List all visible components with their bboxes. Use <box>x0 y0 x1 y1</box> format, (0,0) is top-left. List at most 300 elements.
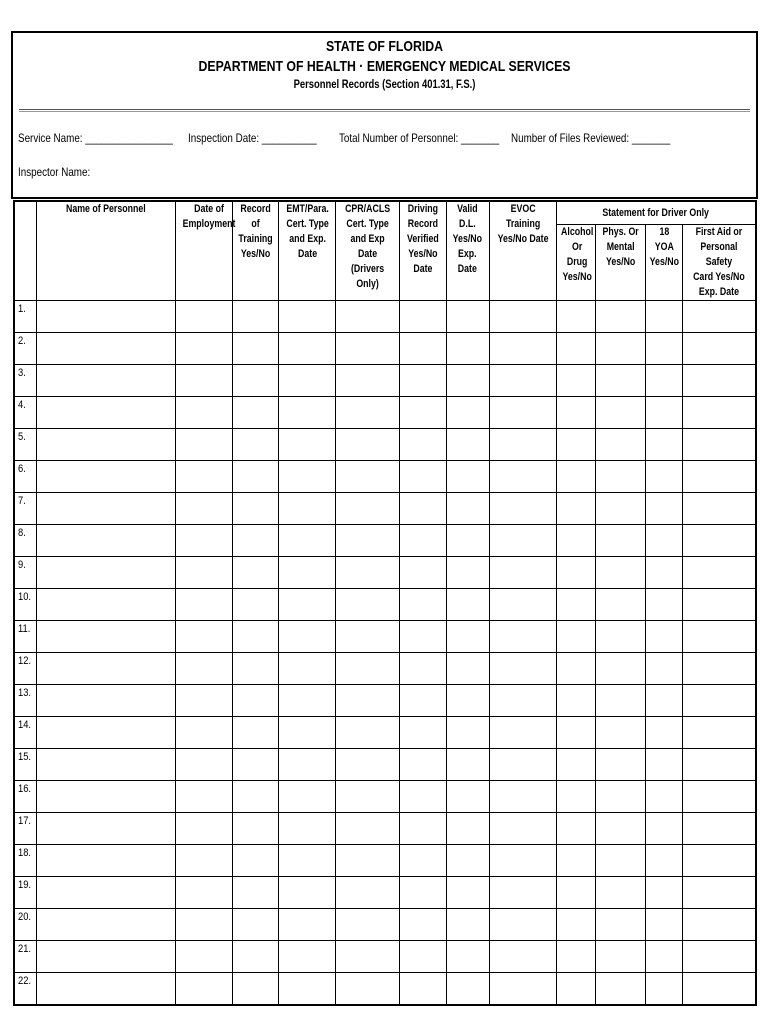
table-cell[interactable] <box>400 429 446 461</box>
table-cell[interactable] <box>556 717 595 749</box>
table-cell[interactable] <box>556 493 595 525</box>
table-cell[interactable] <box>646 557 683 589</box>
table-cell[interactable] <box>595 397 645 429</box>
table-cell[interactable] <box>446 749 489 781</box>
table-cell[interactable] <box>595 493 645 525</box>
table-cell[interactable] <box>279 461 336 493</box>
table-cell[interactable] <box>336 717 400 749</box>
table-cell[interactable] <box>233 813 279 845</box>
table-row <box>14 397 756 429</box>
table-cell[interactable] <box>400 365 446 397</box>
table-cell[interactable] <box>646 429 683 461</box>
table-cell[interactable] <box>233 845 279 877</box>
table-cell[interactable] <box>646 493 683 525</box>
table-cell[interactable] <box>646 717 683 749</box>
table-cell[interactable] <box>446 461 489 493</box>
table-cell[interactable] <box>36 653 175 685</box>
table-cell[interactable] <box>36 621 175 653</box>
table-cell[interactable] <box>336 461 400 493</box>
table-row <box>14 781 756 813</box>
table-cell[interactable] <box>336 781 400 813</box>
table-cell[interactable] <box>279 397 336 429</box>
table-cell[interactable] <box>233 621 279 653</box>
table-cell[interactable] <box>556 397 595 429</box>
table-cell[interactable] <box>233 365 279 397</box>
table-cell[interactable] <box>400 557 446 589</box>
table-cell[interactable] <box>233 877 279 909</box>
table-cell[interactable] <box>556 301 595 333</box>
table-cell[interactable] <box>556 973 595 1006</box>
table-cell[interactable] <box>233 301 279 333</box>
table-cell[interactable] <box>683 749 756 781</box>
table-cell[interactable] <box>683 301 756 333</box>
table-cell[interactable] <box>175 301 232 333</box>
table-cell[interactable] <box>556 941 595 973</box>
table-cell[interactable] <box>489 717 556 749</box>
col-cpr: CPR/ACLS Cert. Type and Exp Date (Drivers Only) <box>336 201 400 301</box>
inspector-name-field[interactable]: Inspector Name: <box>18 165 91 179</box>
table-cell[interactable] <box>683 621 756 653</box>
table-cell[interactable] <box>683 909 756 941</box>
table-cell[interactable] <box>175 333 232 365</box>
table-cell[interactable] <box>646 909 683 941</box>
table-cell[interactable] <box>446 621 489 653</box>
table-cell[interactable] <box>233 493 279 525</box>
table-cell[interactable] <box>646 525 683 557</box>
table-cell[interactable] <box>279 525 336 557</box>
table-cell[interactable] <box>400 493 446 525</box>
table-cell[interactable] <box>279 685 336 717</box>
table-cell[interactable] <box>279 301 336 333</box>
table-cell[interactable] <box>400 685 446 717</box>
table-cell[interactable] <box>489 557 556 589</box>
table-cell[interactable] <box>233 717 279 749</box>
table-cell[interactable] <box>400 333 446 365</box>
table-cell[interactable] <box>336 621 400 653</box>
table-cell[interactable] <box>279 813 336 845</box>
table-cell[interactable] <box>556 653 595 685</box>
table-cell[interactable] <box>683 333 756 365</box>
table-cell[interactable] <box>683 717 756 749</box>
table-cell[interactable] <box>233 685 279 717</box>
table-cell[interactable] <box>233 557 279 589</box>
table-cell[interactable] <box>36 461 175 493</box>
table-cell[interactable] <box>175 557 232 589</box>
table-cell[interactable] <box>36 877 175 909</box>
table-cell[interactable] <box>446 589 489 621</box>
title-form: Personnel Records (Section 401.31, F.S.) <box>293 79 476 91</box>
table-cell[interactable] <box>556 813 595 845</box>
table-cell[interactable] <box>175 941 232 973</box>
table-cell[interactable] <box>233 781 279 813</box>
col-name: Name of Personnel <box>36 201 175 301</box>
table-cell[interactable] <box>595 973 645 1006</box>
table-cell[interactable] <box>446 685 489 717</box>
table-cell[interactable] <box>336 333 400 365</box>
table-cell[interactable] <box>446 397 489 429</box>
table-cell[interactable] <box>175 845 232 877</box>
table-cell[interactable] <box>400 653 446 685</box>
table-cell[interactable] <box>279 589 336 621</box>
table-cell[interactable] <box>646 813 683 845</box>
table-cell[interactable] <box>595 909 645 941</box>
table-cell[interactable] <box>400 301 446 333</box>
table-cell[interactable] <box>446 333 489 365</box>
row-number: 5. <box>14 429 36 461</box>
table-cell[interactable] <box>683 365 756 397</box>
table-cell[interactable] <box>595 621 645 653</box>
table-cell[interactable] <box>36 301 175 333</box>
table-cell[interactable] <box>446 493 489 525</box>
table-cell[interactable] <box>36 365 175 397</box>
table-cell[interactable] <box>175 749 232 781</box>
table-cell[interactable] <box>336 749 400 781</box>
row-number: 15. <box>14 749 36 781</box>
table-cell[interactable] <box>446 717 489 749</box>
table-cell[interactable] <box>400 813 446 845</box>
table-cell[interactable] <box>36 973 175 1006</box>
table-cell[interactable] <box>175 525 232 557</box>
table-cell[interactable] <box>556 749 595 781</box>
table-cell[interactable] <box>683 941 756 973</box>
table-cell[interactable] <box>336 909 400 941</box>
table-cell[interactable] <box>336 525 400 557</box>
row-number: 22. <box>14 973 36 1006</box>
table-cell[interactable] <box>36 429 175 461</box>
table-cell[interactable] <box>556 333 595 365</box>
table-cell[interactable] <box>556 781 595 813</box>
table-cell[interactable] <box>595 365 645 397</box>
row-number: 20. <box>14 909 36 941</box>
table-cell[interactable] <box>595 301 645 333</box>
table-cell[interactable] <box>175 621 232 653</box>
table-cell[interactable] <box>175 717 232 749</box>
table-cell[interactable] <box>646 301 683 333</box>
table-cell[interactable] <box>646 845 683 877</box>
table-cell[interactable] <box>36 749 175 781</box>
table-cell[interactable] <box>336 557 400 589</box>
table-cell[interactable] <box>683 685 756 717</box>
table-cell[interactable] <box>683 429 756 461</box>
table-cell[interactable] <box>400 621 446 653</box>
table-cell[interactable] <box>489 301 556 333</box>
table-cell[interactable] <box>489 525 556 557</box>
table-cell[interactable] <box>279 909 336 941</box>
table-cell[interactable] <box>556 589 595 621</box>
table-cell[interactable] <box>683 845 756 877</box>
table-cell[interactable] <box>556 365 595 397</box>
table-row <box>14 429 756 461</box>
table-cell[interactable] <box>36 685 175 717</box>
table-cell[interactable] <box>489 749 556 781</box>
table-cell[interactable] <box>279 973 336 1006</box>
table-cell[interactable] <box>36 909 175 941</box>
table-cell[interactable] <box>279 845 336 877</box>
table-cell[interactable] <box>175 877 232 909</box>
table-cell[interactable] <box>446 813 489 845</box>
table-cell[interactable] <box>233 397 279 429</box>
table-cell[interactable] <box>233 653 279 685</box>
table-cell[interactable] <box>646 461 683 493</box>
table-cell[interactable] <box>336 685 400 717</box>
table-cell[interactable] <box>279 621 336 653</box>
table-cell[interactable] <box>646 973 683 1006</box>
table-cell[interactable] <box>683 781 756 813</box>
table-cell[interactable] <box>683 589 756 621</box>
table-cell[interactable] <box>336 589 400 621</box>
table-cell[interactable] <box>489 813 556 845</box>
table-cell[interactable] <box>36 717 175 749</box>
table-cell[interactable] <box>336 429 400 461</box>
table-cell[interactable] <box>489 973 556 1006</box>
table-cell[interactable] <box>489 397 556 429</box>
table-cell[interactable] <box>446 845 489 877</box>
row-number: 10. <box>14 589 36 621</box>
table-cell[interactable] <box>446 301 489 333</box>
col-driving: Driving Record Verified Yes/No Date <box>400 201 446 301</box>
table-cell[interactable] <box>489 909 556 941</box>
table-cell[interactable] <box>595 461 645 493</box>
col-phys: Phys. Or Mental Yes/No <box>595 225 645 301</box>
table-cell[interactable] <box>595 557 645 589</box>
table-cell[interactable] <box>279 365 336 397</box>
table-cell[interactable] <box>646 941 683 973</box>
row-number: 21. <box>14 941 36 973</box>
col-emt: EMT/Para. Cert. Type and Exp. Date <box>279 201 336 301</box>
table-cell[interactable] <box>646 781 683 813</box>
table-cell[interactable] <box>233 333 279 365</box>
table-cell[interactable] <box>556 461 595 493</box>
table-cell[interactable] <box>646 365 683 397</box>
table-cell[interactable] <box>683 493 756 525</box>
table-cell[interactable] <box>175 973 232 1006</box>
table-cell[interactable] <box>336 941 400 973</box>
table-cell[interactable] <box>400 877 446 909</box>
table-cell[interactable] <box>175 781 232 813</box>
table-cell[interactable] <box>489 461 556 493</box>
col-yoa: 18 YOA Yes/No <box>646 225 683 301</box>
table-cell[interactable] <box>36 557 175 589</box>
table-cell[interactable] <box>36 397 175 429</box>
table-cell[interactable] <box>36 941 175 973</box>
table-cell[interactable] <box>175 685 232 717</box>
table-cell[interactable] <box>489 941 556 973</box>
table-cell[interactable] <box>489 621 556 653</box>
table-cell[interactable] <box>556 877 595 909</box>
divider <box>19 109 750 110</box>
table-cell[interactable] <box>646 589 683 621</box>
table-cell[interactable] <box>400 781 446 813</box>
table-cell[interactable] <box>489 429 556 461</box>
table-cell[interactable] <box>400 461 446 493</box>
table-cell[interactable] <box>595 685 645 717</box>
table-cell[interactable] <box>336 493 400 525</box>
table-cell[interactable] <box>646 877 683 909</box>
table-cell[interactable] <box>595 781 645 813</box>
table-cell[interactable] <box>446 365 489 397</box>
table-cell[interactable] <box>595 333 645 365</box>
table-cell[interactable] <box>446 525 489 557</box>
table-cell[interactable] <box>36 525 175 557</box>
table-cell[interactable] <box>556 557 595 589</box>
table-cell[interactable] <box>446 429 489 461</box>
divider <box>19 111 750 112</box>
table-cell[interactable] <box>489 685 556 717</box>
table-cell[interactable] <box>489 653 556 685</box>
table-cell[interactable] <box>336 813 400 845</box>
table-cell[interactable] <box>36 589 175 621</box>
row-number: 3. <box>14 365 36 397</box>
table-cell[interactable] <box>595 589 645 621</box>
table-cell[interactable] <box>336 301 400 333</box>
table-cell[interactable] <box>556 525 595 557</box>
table-cell[interactable] <box>175 653 232 685</box>
table-cell[interactable] <box>336 877 400 909</box>
table-cell[interactable] <box>36 781 175 813</box>
table-cell[interactable] <box>279 749 336 781</box>
table-cell[interactable] <box>556 685 595 717</box>
table-cell[interactable] <box>233 909 279 941</box>
table-cell[interactable] <box>683 397 756 429</box>
form-header <box>11 31 758 199</box>
table-cell[interactable] <box>595 525 645 557</box>
table-cell[interactable] <box>446 781 489 813</box>
table-cell[interactable] <box>233 525 279 557</box>
table-cell[interactable] <box>336 365 400 397</box>
table-cell[interactable] <box>175 397 232 429</box>
row-number: 11. <box>14 621 36 653</box>
table-cell[interactable] <box>683 461 756 493</box>
table-cell[interactable] <box>175 461 232 493</box>
table-cell[interactable] <box>279 493 336 525</box>
table-cell[interactable] <box>233 429 279 461</box>
table-cell[interactable] <box>336 653 400 685</box>
table-cell[interactable] <box>279 781 336 813</box>
table-cell[interactable] <box>400 717 446 749</box>
table-cell[interactable] <box>595 653 645 685</box>
total-personnel-field[interactable]: Total Number of Personnel: _______ <box>339 131 500 145</box>
table-cell[interactable] <box>233 941 279 973</box>
table-cell[interactable] <box>489 781 556 813</box>
table-cell[interactable] <box>279 877 336 909</box>
table-cell[interactable] <box>595 813 645 845</box>
table-cell[interactable] <box>595 877 645 909</box>
table-cell[interactable] <box>683 973 756 1006</box>
table-cell[interactable] <box>233 461 279 493</box>
row-number: 8. <box>14 525 36 557</box>
table-cell[interactable] <box>595 941 645 973</box>
table-cell[interactable] <box>36 813 175 845</box>
table-cell[interactable] <box>36 845 175 877</box>
table-cell[interactable] <box>595 845 645 877</box>
table-cell[interactable] <box>683 877 756 909</box>
table-cell[interactable] <box>489 589 556 621</box>
table-cell[interactable] <box>400 909 446 941</box>
table-row <box>14 717 756 749</box>
table-cell[interactable] <box>400 589 446 621</box>
table-cell[interactable] <box>595 717 645 749</box>
table-cell[interactable] <box>683 557 756 589</box>
table-cell[interactable] <box>646 653 683 685</box>
table-cell[interactable] <box>446 557 489 589</box>
table-cell[interactable] <box>175 429 232 461</box>
table-cell[interactable] <box>36 333 175 365</box>
table-cell[interactable] <box>175 589 232 621</box>
table-cell[interactable] <box>175 365 232 397</box>
table-cell[interactable] <box>446 877 489 909</box>
row-number: 16. <box>14 781 36 813</box>
col-employment: Date of Employment <box>175 201 232 301</box>
service-name-field[interactable]: Service Name: ________________ <box>18 131 173 145</box>
table-cell[interactable] <box>336 845 400 877</box>
table-cell[interactable] <box>400 941 446 973</box>
table-cell[interactable] <box>400 397 446 429</box>
table-cell[interactable] <box>646 621 683 653</box>
table-cell[interactable] <box>279 333 336 365</box>
table-cell[interactable] <box>279 653 336 685</box>
table-cell[interactable] <box>279 429 336 461</box>
table-cell[interactable] <box>683 525 756 557</box>
table-cell[interactable] <box>233 973 279 1006</box>
table-cell[interactable] <box>279 717 336 749</box>
table-cell[interactable] <box>489 493 556 525</box>
table-cell[interactable] <box>556 621 595 653</box>
table-cell[interactable] <box>233 589 279 621</box>
table-cell[interactable] <box>646 333 683 365</box>
table-cell[interactable] <box>400 525 446 557</box>
table-cell[interactable] <box>336 397 400 429</box>
table-cell[interactable] <box>400 845 446 877</box>
table-cell[interactable] <box>595 429 645 461</box>
table-cell[interactable] <box>336 973 400 1006</box>
table-cell[interactable] <box>595 749 645 781</box>
row-number: 12. <box>14 653 36 685</box>
row-number: 18. <box>14 845 36 877</box>
table-cell[interactable] <box>446 909 489 941</box>
table-cell[interactable] <box>279 557 336 589</box>
table-cell[interactable] <box>233 749 279 781</box>
table-cell[interactable] <box>556 845 595 877</box>
table-cell[interactable] <box>175 493 232 525</box>
table-cell[interactable] <box>556 429 595 461</box>
table-cell[interactable] <box>646 397 683 429</box>
table-cell[interactable] <box>446 973 489 1006</box>
table-cell[interactable] <box>36 493 175 525</box>
personnel-table <box>13 200 757 1006</box>
table-cell[interactable] <box>646 685 683 717</box>
table-cell[interactable] <box>175 909 232 941</box>
table-cell[interactable] <box>279 941 336 973</box>
table-cell[interactable] <box>400 749 446 781</box>
table-row <box>14 333 756 365</box>
row-number: 9. <box>14 557 36 589</box>
table-cell[interactable] <box>489 333 556 365</box>
table-cell[interactable] <box>489 365 556 397</box>
files-reviewed-field[interactable]: Number of Files Reviewed: _______ <box>511 131 671 145</box>
table-cell[interactable] <box>175 813 232 845</box>
table-cell[interactable] <box>400 973 446 1006</box>
table-cell[interactable] <box>446 653 489 685</box>
table-cell[interactable] <box>683 813 756 845</box>
table-cell[interactable] <box>489 845 556 877</box>
row-number: 4. <box>14 397 36 429</box>
table-cell[interactable] <box>489 877 556 909</box>
table-cell[interactable] <box>446 941 489 973</box>
table-cell[interactable] <box>646 749 683 781</box>
table-cell[interactable] <box>683 653 756 685</box>
inspection-date-field[interactable]: Inspection Date: __________ <box>188 131 317 145</box>
table-cell[interactable] <box>556 909 595 941</box>
